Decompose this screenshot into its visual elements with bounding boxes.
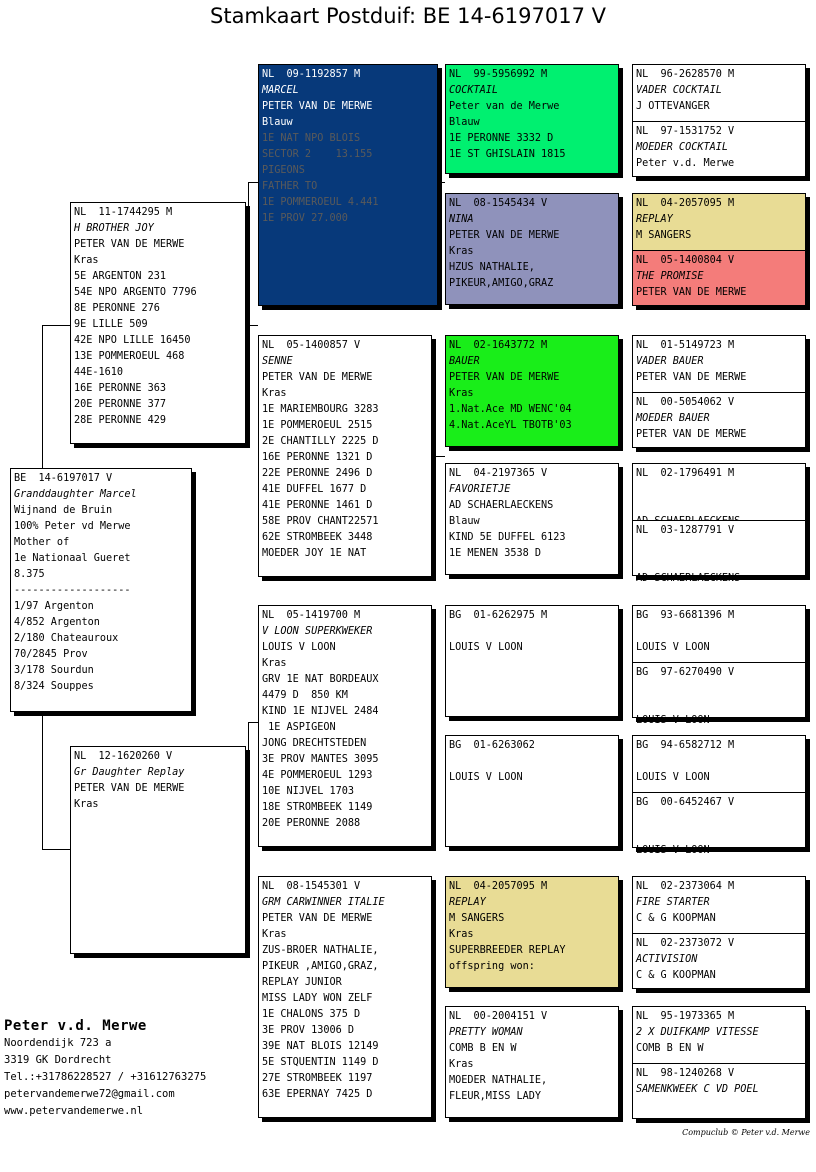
pigeon-card-fmm[interactable] <box>445 463 619 575</box>
ring-number: NL 00-5054062 V <box>636 397 735 408</box>
detail-line: AD SCHAERLAECKENS <box>449 500 554 511</box>
pigeon-card-mfm[interactable] <box>445 735 619 847</box>
detail-line: PETER VAN DE MERWE <box>636 372 747 383</box>
detail-line: M SANGERS <box>636 230 692 241</box>
pigeon-name: 2 X DUIFKAMP VITESSE <box>636 1027 759 1038</box>
detail-line: PETER VAN DE MERWE <box>262 101 373 112</box>
detail-line: ------------------- <box>14 585 131 596</box>
detail-line: 27E STROMBEEK 1197 <box>262 1073 373 1084</box>
detail-line: Wijnand de Bruin <box>14 505 113 516</box>
pigeon-card-g7[interactable] <box>632 463 806 521</box>
detail-line: Kras <box>74 255 99 266</box>
spacer <box>636 539 802 555</box>
detail-line: 62E STROMBEEK 3448 <box>262 532 373 543</box>
pigeon-name: BAUER <box>449 356 480 367</box>
pigeon-name: GRM CARWINNER ITALIE <box>262 897 385 908</box>
detail-line: 54E NPO ARGENTO 7796 <box>74 287 197 298</box>
pigeon-name: MOEDER BAUER <box>636 413 710 424</box>
pigeon-card-g3[interactable] <box>632 193 806 251</box>
ring-number: NL 95-1973365 M <box>636 1011 735 1022</box>
pigeon-card-g5[interactable] <box>632 335 806 393</box>
detail-line: 4479 D 850 KM <box>262 690 348 701</box>
detail-line: LOUIS V LOON <box>636 845 710 856</box>
connector-line <box>42 712 43 849</box>
owner-city: 3319 GK Dordrecht <box>4 1054 112 1066</box>
detail-line: 22E PERONNE 2496 D <box>262 468 373 479</box>
detail-line: PETER VAN DE MERWE <box>262 372 373 383</box>
ring-number: NL 08-1545434 V <box>449 198 548 209</box>
ring-number: NL 11-1744295 M <box>74 207 173 218</box>
ring-number: NL 03-1287791 V <box>636 525 735 536</box>
detail-line: 1E ASPIGEON <box>262 722 336 733</box>
detail-line: LOUIS V LOON <box>449 642 523 653</box>
detail-line: C & G KOOPMAN <box>636 970 716 981</box>
pigeon-name: SAMENKWEEK C VD POEL <box>636 1084 759 1095</box>
detail-line: AD SCHAERLAECKENS <box>636 573 741 584</box>
ring-number: BG 01-6263062 <box>449 740 535 751</box>
pigeon-name: COCKTAIL <box>449 85 499 96</box>
ring-number: NL 08-1545301 V <box>262 881 361 892</box>
detail-line: REPLAY JUNIOR <box>262 977 342 988</box>
ring-number: NL 02-2373064 M <box>636 881 735 892</box>
ring-number: BG 01-6262975 M <box>449 610 548 621</box>
detail-line: 2/180 Chateauroux <box>14 633 119 644</box>
detail-line: Blauw <box>262 117 293 128</box>
pigeon-card-mff[interactable] <box>445 605 619 717</box>
pigeon-card-ff[interactable] <box>258 64 438 306</box>
pigeon-card-g8[interactable] <box>632 520 806 584</box>
detail-line: 1E MENEN 3538 D <box>449 548 542 559</box>
pigeon-card-father[interactable] <box>70 202 246 444</box>
detail-line: Kras <box>449 929 474 940</box>
detail-line: MOEDER NATHALIE, <box>449 1075 548 1086</box>
owner-phone: Tel.:+31786228527 / +31612763275 <box>4 1071 207 1083</box>
detail-line: PIKEUR ,AMIGO,GRAZ, <box>262 961 379 972</box>
detail-line: 3/178 Sourdun <box>14 665 94 676</box>
detail-line: PETER VAN DE MERWE <box>449 372 560 383</box>
detail-line: Kras <box>74 799 99 810</box>
detail-line: 44E-1610 <box>74 367 124 378</box>
detail-line: 13E POMMEROEUL 468 <box>74 351 185 362</box>
detail-line: LOUIS V LOON <box>636 642 710 653</box>
pigeon-card-mmm[interactable] <box>445 1006 619 1118</box>
detail-line: Kras <box>262 658 287 669</box>
detail-line: Peter van de Merwe <box>449 101 560 112</box>
detail-line: 1E POMMEROEUL 4.441 <box>262 197 379 208</box>
detail-line: 8/324 Souppes <box>14 681 94 692</box>
ring-number: NL 04-2057095 M <box>449 881 548 892</box>
pigeon-card-g15[interactable] <box>632 1006 806 1064</box>
pigeon-card-g12[interactable] <box>632 792 806 856</box>
detail-line: 1E POMMEROEUL 2515 <box>262 420 373 431</box>
detail-line: 16E PERONNE 1321 D <box>262 452 373 463</box>
detail-line: GRV 1E NAT BORDEAUX <box>262 674 379 685</box>
detail-line: Kras <box>449 246 474 257</box>
detail-line: FATHER TO <box>262 181 318 192</box>
detail-line: offspring won: <box>449 961 535 972</box>
pigeon-name: FAVORIETJE <box>449 484 511 495</box>
detail-line: LOUIS V LOON <box>449 772 523 783</box>
detail-line: SUPERBREEDER REPLAY <box>449 945 566 956</box>
spacer <box>636 811 802 827</box>
connector-line <box>248 182 249 325</box>
pigeon-card-g9[interactable] <box>632 605 806 663</box>
owner-name: Peter v.d. Merwe <box>4 1018 147 1034</box>
pigeon-card-main[interactable] <box>10 468 192 712</box>
detail-line: FLEUR,MISS LADY <box>449 1091 542 1102</box>
ring-number: NL 02-1796491 M <box>636 468 735 479</box>
pigeon-card-mmf[interactable] <box>445 876 619 988</box>
detail-line: 20E PERONNE 2088 <box>262 818 361 829</box>
detail-line: 1E PERONNE 3332 D <box>449 133 554 144</box>
pigeon-name: Granddaughter Marcel <box>14 489 137 500</box>
detail-line: PETER VAN DE MERWE <box>262 913 373 924</box>
owner-email[interactable]: petervandemerwe72@gmail.com <box>4 1088 175 1100</box>
connector-line <box>248 722 249 862</box>
detail-line: Blauw <box>449 516 480 527</box>
detail-line: MOEDER JOY 1E NAT <box>262 548 367 559</box>
owner-address: Noordendijk 723 a <box>4 1037 112 1049</box>
pigeon-card-mf[interactable] <box>258 605 432 847</box>
pigeon-name: THE PROMISE <box>636 271 704 282</box>
pigeon-name: VADER BAUER <box>636 356 704 367</box>
detail-line: PIKEUR,AMIGO,GRAZ <box>449 278 554 289</box>
pigeon-name: V LOON SUPERKWEKER <box>262 626 373 637</box>
detail-line: 9E LILLE 509 <box>74 319 148 330</box>
detail-line: 10E NIJVEL 1703 <box>262 786 355 797</box>
spacer <box>449 754 615 770</box>
detail-line: HZUS NATHALIE, <box>449 262 535 273</box>
pigeon-card-g14[interactable] <box>632 933 806 989</box>
detail-line: 39E NAT BLOIS 12149 <box>262 1041 379 1052</box>
detail-line: C & G KOOPMAN <box>636 913 716 924</box>
detail-line: Kras <box>262 388 287 399</box>
detail-line: 70/2845 Prov <box>14 649 88 660</box>
detail-line: 3E PROV MANTES 3095 <box>262 754 379 765</box>
pigeon-name: REPLAY <box>636 214 673 225</box>
pigeon-card-mother[interactable] <box>70 746 246 954</box>
pigeon-card-fff[interactable] <box>445 64 619 174</box>
ring-number: NL 09-1192857 M <box>262 69 361 80</box>
connector-line <box>42 849 70 850</box>
ring-number: NL 97-1531752 V <box>636 126 735 137</box>
connector-line <box>248 325 258 326</box>
ring-number: NL 05-1400804 V <box>636 255 735 266</box>
connector-line <box>248 722 258 723</box>
detail-line: 1E NAT NPO BLOIS <box>262 133 361 144</box>
pigeon-name: NINA <box>449 214 474 225</box>
spacer <box>636 624 802 640</box>
ring-number: NL 12-1620260 V <box>74 751 173 762</box>
pigeon-name: MARCEL <box>262 85 299 96</box>
detail-line: 5E STQUENTIN 1149 D <box>262 1057 379 1068</box>
spacer <box>636 827 802 843</box>
detail-line: 58E PROV CHANT22571 <box>262 516 379 527</box>
ring-number: NL 05-1400857 V <box>262 340 361 351</box>
pigeon-card-g11[interactable] <box>632 735 806 793</box>
ring-number: NL 01-5149723 M <box>636 340 735 351</box>
detail-line: 1E MARIEMBOURG 3283 <box>262 404 379 415</box>
pigeon-name: VADER COCKTAIL <box>636 85 722 96</box>
detail-line: Blauw <box>449 117 480 128</box>
pigeon-card-g4[interactable] <box>632 250 806 306</box>
pigeon-card-g10[interactable] <box>632 662 806 726</box>
spacer <box>636 482 802 498</box>
detail-line: 8.375 <box>14 569 45 580</box>
pigeon-name: REPLAY <box>449 897 486 908</box>
footer-credit: Compuclub © Peter v.d. Merwe <box>682 1128 810 1137</box>
spacer <box>449 624 615 640</box>
pigeon-name: H BROTHER JOY <box>74 223 154 234</box>
detail-line: JONG DRECHTSTEDEN <box>262 738 367 749</box>
ring-number: NL 04-2057095 M <box>636 198 735 209</box>
detail-line: 4/852 Argenton <box>14 617 100 628</box>
ring-number: BG 93-6681396 M <box>636 610 735 621</box>
pigeon-name: SENNE <box>262 356 293 367</box>
pigeon-name: ACTIVISION <box>636 954 698 965</box>
detail-line: M SANGERS <box>449 913 505 924</box>
detail-line: 1/97 Argenton <box>14 601 94 612</box>
detail-line: PETER VAN DE MERWE <box>449 230 560 241</box>
ring-number: NL 99-5956992 M <box>449 69 548 80</box>
pigeon-card-fm[interactable] <box>258 335 432 577</box>
ring-number: BG 97-6270490 V <box>636 667 735 678</box>
detail-line: KIND 5E DUFFEL 6123 <box>449 532 566 543</box>
pigeon-card-g1[interactable] <box>632 64 806 122</box>
connector-line <box>42 325 70 326</box>
ring-number: NL 02-1643772 M <box>449 340 548 351</box>
connector-line <box>248 862 249 863</box>
detail-line: 1E ST GHISLAIN 1815 <box>449 149 566 160</box>
owner-block <box>4 1018 206 1120</box>
detail-line: PIGEONS <box>262 165 305 176</box>
ring-number: NL 00-2004151 V <box>449 1011 548 1022</box>
pigeon-card-fmf[interactable] <box>445 335 619 447</box>
detail-line: 16E PERONNE 363 <box>74 383 167 394</box>
pigeon-card-g13[interactable] <box>632 876 806 934</box>
detail-line: Kras <box>449 1059 474 1070</box>
ring-number: NL 02-2373072 V <box>636 938 735 949</box>
detail-line: 42E NPO LILLE 16450 <box>74 335 191 346</box>
detail-line: 1e Nationaal Gueret <box>14 553 131 564</box>
detail-line: ZUS-BROER NATHALIE, <box>262 945 379 956</box>
detail-line: 18E STROMBEEK 1149 <box>262 802 373 813</box>
pigeon-card-g6[interactable] <box>632 392 806 448</box>
ring-number: BE 14-6197017 V <box>14 473 113 484</box>
spacer <box>636 697 802 713</box>
detail-line: 100% Peter vd Merwe <box>14 521 131 532</box>
pigeon-card-mm[interactable] <box>258 876 432 1118</box>
ring-number: NL 96-2628570 M <box>636 69 735 80</box>
spacer <box>636 754 802 770</box>
detail-line: LOUIS V LOON <box>262 642 336 653</box>
ring-number: BG 94-6582712 M <box>636 740 735 751</box>
owner-website[interactable]: www.petervandemerwe.nl <box>4 1105 144 1117</box>
detail-line: 63E EPERNAY 7425 D <box>262 1089 373 1100</box>
pigeon-card-g2[interactable] <box>632 121 806 177</box>
detail-line: PETER VAN DE MERWE <box>74 783 185 794</box>
detail-line: LOUIS V LOON <box>636 772 710 783</box>
pigeon-card-g16[interactable] <box>632 1063 806 1119</box>
connector-line <box>434 456 445 457</box>
connector-line <box>440 182 445 183</box>
spacer <box>636 681 802 697</box>
pigeon-name: PRETTY WOMAN <box>449 1027 523 1038</box>
detail-line: COMB B EN W <box>636 1043 704 1054</box>
detail-line: PETER VAN DE MERWE <box>636 287 747 298</box>
pigeon-name: FIRE STARTER <box>636 897 710 908</box>
detail-line: Kras <box>449 388 474 399</box>
detail-line: 1E PROV 27.000 <box>262 213 348 224</box>
detail-line: SECTOR 2 13.155 <box>262 149 373 160</box>
detail-line: COMB B EN W <box>449 1043 517 1054</box>
detail-line: 5E ARGENTON 231 <box>74 271 167 282</box>
pigeon-name: MOEDER COCKTAIL <box>636 142 729 153</box>
detail-line: 3E PROV 13006 D <box>262 1025 355 1036</box>
detail-line: 8E PERONNE 276 <box>74 303 160 314</box>
detail-line: Kras <box>262 929 287 940</box>
detail-line: 1.Nat.Ace MD WENC'04 <box>449 404 572 415</box>
ring-number: BG 00-6452467 V <box>636 797 735 808</box>
pigeon-card-ffm[interactable] <box>445 193 619 305</box>
detail-line: Peter v.d. Merwe <box>636 158 735 169</box>
detail-line: KIND 1E NIJVEL 2484 <box>262 706 379 717</box>
detail-line: 1E CHALONS 375 D <box>262 1009 361 1020</box>
detail-line: 41E PERONNE 1461 D <box>262 500 373 511</box>
connector-line <box>42 325 43 468</box>
detail-line: MISS LADY WON ZELF <box>262 993 373 1004</box>
page-title: Stamkaart Postduif: BE 14-6197017 V <box>210 4 606 28</box>
spacer <box>636 498 802 514</box>
detail-line: 41E DUFFEL 1677 D <box>262 484 367 495</box>
ring-number: NL 98-1240268 V <box>636 1068 735 1079</box>
detail-line: Mother of <box>14 537 70 548</box>
detail-line: J OTTEVANGER <box>636 101 710 112</box>
detail-line: 4.Nat.AceYL TBOTB'03 <box>449 420 572 431</box>
pigeon-name: Gr Daughter Replay <box>74 767 185 778</box>
connector-line <box>248 182 258 183</box>
detail-line: 20E PERONNE 377 <box>74 399 167 410</box>
ring-number: NL 05-1419700 M <box>262 610 361 621</box>
ring-number: NL 04-2197365 V <box>449 468 548 479</box>
detail-line: 28E PERONNE 429 <box>74 415 167 426</box>
detail-line: LOUIS V LOON <box>636 715 710 726</box>
detail-line: PETER VAN DE MERWE <box>74 239 185 250</box>
spacer <box>636 555 802 571</box>
detail-line: PETER VAN DE MERWE <box>636 429 747 440</box>
detail-line: 2E CHANTILLY 2225 D <box>262 436 379 447</box>
detail-line: 4E POMMEROEUL 1293 <box>262 770 373 781</box>
